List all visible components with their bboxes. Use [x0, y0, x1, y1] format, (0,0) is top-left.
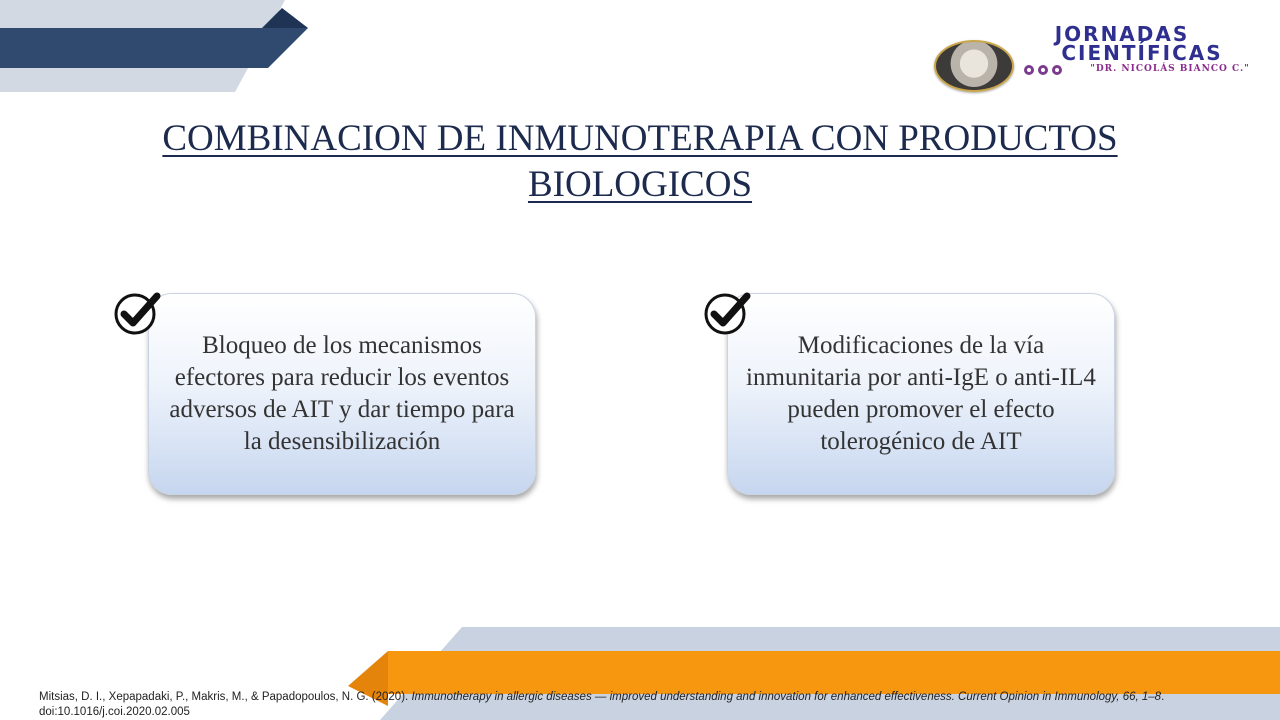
check-circle-icon [703, 290, 753, 336]
slide-title-line1: COMBINACION DE INMUNOTERAPIA CON PRODUCTOS [162, 118, 1118, 159]
jornadas-cientificas-logo [930, 22, 1260, 92]
citation-authors: Mitsias, D. I., Xepapadaki, P., Makris, M., & Papadopoulos, N. G. (2020). [39, 691, 412, 703]
content-card-2-text: Modificaciones de la vía inmunitaria por anti-IgE o anti-IL4 pueden promover el efecto tolerogénico de AIT [746, 332, 1096, 455]
reference-citation [39, 690, 1249, 720]
citation-doi: . doi:10.1016/j.coi.2020.02.005 [39, 691, 1165, 718]
content-card-1-text: Bloqueo de los mecanismos efectores para reducir los eventos adversos de AIT y dar tiempo para la desensibilización [169, 332, 515, 455]
logo-subtitle: "DR. NICOLÁS BIANCO C." [1090, 64, 1250, 74]
logo-title-line2: CIENTÍFICAS [1061, 41, 1223, 65]
content-card-1 [148, 293, 536, 495]
content-card-2 [727, 293, 1115, 495]
check-circle-icon [113, 290, 163, 336]
logo-ornament-icon [1022, 63, 1064, 77]
slide-title-line2: BIOLOGICOS [527, 164, 753, 205]
logo-title-line1: JORNADAS [1054, 22, 1190, 46]
slide-title [100, 116, 1180, 208]
portrait-photo [934, 40, 1014, 92]
citation-journal: Immunotherapy in allergic diseases — improved understanding and innovation for enhanced effectiveness. Current Opinion in Immunology, 66, 1–8 [411, 691, 1162, 703]
top-decorative-band [0, 0, 320, 100]
